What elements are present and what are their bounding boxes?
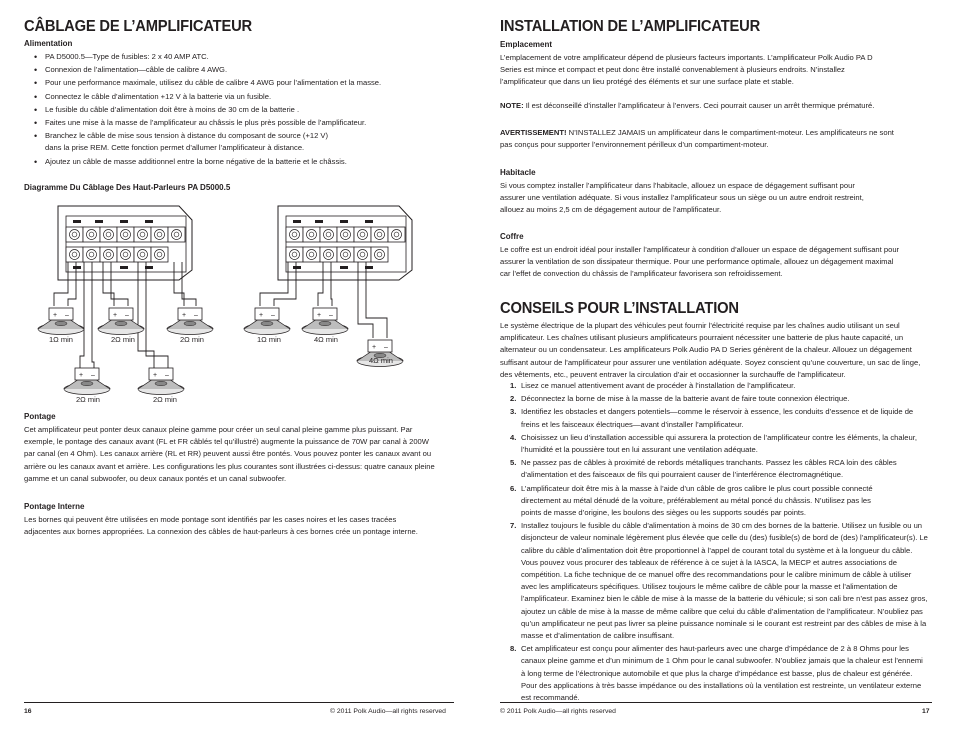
speaker-2ohm-d	[138, 368, 184, 395]
wiring-diagram: + – 1Ω min 2Ω min 2Ω min 2Ω min 2Ω min 1Ω min 4Ω min 4Ω min	[24, 196, 424, 408]
speaker-label: 4Ω min	[314, 335, 338, 344]
list-item: • Connectez le câble d’alimentation +12 V à la batterie via un fusible.	[32, 91, 432, 103]
list-item	[500, 483, 928, 520]
list-item	[500, 643, 928, 704]
warning-label: AVERTISSEMENT!	[500, 128, 567, 137]
copyright-right: © 2011 Polk Audio—all rights reserved	[500, 708, 616, 715]
coffre-heading: Coffre	[500, 232, 524, 241]
speaker-1ohm	[38, 308, 84, 335]
list-number: 8.	[510, 644, 517, 654]
note-label: NOTE:	[500, 101, 524, 110]
list-item	[500, 457, 928, 481]
list-number: 7.	[510, 521, 517, 531]
coffre-text: Le coffre est un endroit idéal pour installer l’amplificateur à condition d’allouer un espace de dégagement suffisant pour assurer la ventilation de son dissipateur thermique. Pour une performance optimale, allouez un dégagement maximal car l’effet de convection du châssis de l’amplificateur favorisera son refroidissement.	[500, 245, 900, 279]
list-item	[500, 432, 928, 456]
warning-text: N’INSTALLEZ JAMAIS un amplificateur dans le compartiment-moteur. Les amplificateurs ne sont pas conçus pour supporter l’environnement périlleux d’un compartiment-moteur.	[500, 128, 894, 150]
page-number-left: 16	[24, 708, 32, 715]
note-paragraph	[500, 100, 930, 112]
right-page-title: INSTALLATION DE L’AMPLIFICATEUR	[500, 18, 761, 35]
diagram-title: Diagramme Du Câblage Des Haut-Parleurs PA D5000.5	[24, 183, 231, 192]
list-text: L’amplificateur doit être mis à la masse à l’aide d’un câble de gros calibre le plus court possible connecté directement au métal dénudé de la voiture, préférablement au métal poncé du châssis. N’utilisez pas les points de masse d’origine, les boulons des sièges ou les supports soudés par points.	[521, 483, 873, 518]
list-number: 6.	[510, 483, 517, 493]
list-number: 5.	[510, 458, 517, 468]
list-text: Déconnectez la borne de mise à la masse de la batterie avant de faire toute connexion électrique.	[521, 394, 850, 404]
list-text: Identifiez les obstacles et dangers potentiels—comme le réservoir à essence, les conduits d’essence et de liquide de freins et les faisceaux électriques—avant d’installer l’amplificateur.	[521, 407, 914, 429]
speaker-label: 1Ω min	[49, 335, 73, 344]
alimentation-heading: Alimentation	[24, 39, 73, 48]
habitacle-heading: Habitacle	[500, 168, 536, 177]
list-item	[500, 406, 928, 430]
page-number-right: 17	[922, 708, 930, 715]
amplifier-left	[58, 206, 192, 280]
list-number: 2.	[510, 394, 517, 404]
pontage-interne-heading: Pontage Interne	[24, 502, 85, 511]
list-number: 4.	[510, 432, 517, 442]
amplifier-right	[278, 206, 412, 280]
speaker-1ohm-r	[244, 308, 290, 335]
footer-rule-right	[500, 702, 932, 703]
list-item: • Ajoutez un câble de masse additionnel entre la borne négative de la batterie et le châssis.	[32, 156, 432, 168]
speaker-label: 2Ω min	[153, 395, 177, 404]
note-text: Il est déconseillé d’installer l’amplificateur à l’envers. Ceci pourrait causer un arrêt thermique prématuré.	[523, 101, 875, 110]
conseils-title: CONSEILS POUR L’INSTALLATION	[500, 300, 739, 317]
list-number: 3.	[510, 407, 517, 417]
left-page-title: CÂBLAGE DE L’AMPLIFICATEUR	[24, 18, 253, 35]
list-item: • Pour une performance maximale, utilisez du câble de calibre 4 AWG pour l’alimentation et la masse.	[32, 77, 432, 89]
list-text: Ne passez pas de câbles à proximité de rebords métalliques tranchants. Passez les câbles RCA loin des câbles d’alimentation et des faisceaux de fils qui pourraient causer de l’interférence électromagnétique.	[521, 458, 897, 480]
pontage-interne-text: Les bornes qui peuvent être utilisées en mode pontage sont identifiés par les cases noires et les cases tracées adjacentes aux bornes appropriées. La connexion des câbles de haut-parleurs à ces bornes crée un pontage interne.	[24, 515, 418, 537]
list-item	[500, 393, 928, 405]
warning-paragraph	[500, 127, 895, 151]
speaker-label: 4Ω min	[369, 356, 393, 365]
habitacle-text: Si vous comptez installer l’amplificateur dans l’habitacle, allouez un espace de dégagement suffisant pour assurer une ventilation adéquate. Si vous installez l’amplificateur sous un siège ou un autre endroit restreint, allouez au moins 2,5 cm de dégagement autour de l’amplificateur.	[500, 181, 864, 215]
speaker-label: 2Ω min	[180, 335, 204, 344]
speaker-2ohm-a	[98, 308, 144, 335]
footer-rule-left	[24, 702, 454, 703]
alimentation-list	[32, 51, 432, 169]
pontage-heading: Pontage	[24, 412, 56, 421]
conseils-list	[500, 380, 928, 705]
list-text: Installez toujours le fusible du câble d’alimentation à moins de 30 cm des bornes de la batterie. Utilisez un fusible ou un disjoncteur de valeur nominale légèrement plus élevée que celle du (des) fusible(s) de bord de (des) l’amplificateur(s). Le calibre du câble d’alimentation doit être proportionnel à l’appel de courant total du système et à la longueur du câble. Vous pouvez vous procurer des tableaux de référence à ce sujet à la IASCA, la MECP et autres associations de compétition. La fiche technique de ce manuel offre des recommandations pour le calibre minimum de câble à utiliser avec les amplificateurs spécifiques. Utilisez toujours le même calibre de câble pour la masse et l’alimentation de l’amplificateur. Examinez bien le câble de mise à la masse de la batterie du véhicule; si son cali bre n’est pas assez gros, ajoutez un câble de mise à la masse de même calibre que celui du câble d’alimentation de l’amplificateur. N’oubliez pas qu’un amplificateur ne peut pas livrer sa pleine puissance nominale si le courant est restreint par des câbles de mise à la masse et d’alimentation de calibre insuffisant.	[521, 521, 928, 641]
list-number: 1.	[510, 381, 517, 390]
list-item: • PA D5000.5—Type de fusibles: 2 x 40 AMP ATC.	[32, 51, 432, 63]
list-text: Choisissez un lieu d’installation accessible qui assurera la protection de l’amplificateur contre les éléments, la chaleur, l’humidité et la poussière tout en lui assurant une ventilation adéquate.	[521, 432, 917, 455]
pontage-text: Cet amplificateur peut ponter deux canaux pleine gamme pour créer un seul canal pleine gamme plus puissant. Par exemple, le pontage des canaux avant (FL et FR câblés tel qu’illustré) augmente la puissance de 70W par canal à 200W par canal (en 4 Ohm). Les canaux arrière (RL et RR) peuvent aussi être pontés. Vous pouvez ponter les canaux avant ou arrière ou les canaux avant et arrière. Les configurations les plus courantes sont illustrées ci-dessus: quatre canaux pleine gamme et un canal subwoofer, ou deux canaux pontés et un canal subwoofer.	[24, 425, 435, 483]
emplacement-heading: Emplacement	[500, 40, 553, 49]
list-item: • Le fusible du câble d’alimentation doit être à moins de 30 cm de la batterie .	[32, 104, 432, 116]
speaker-label: 2Ω min	[76, 395, 100, 404]
list-item: • Branchez le câble de mise sous tension à distance du composant de source (+12 V) dans la prise REM. Cette fonction permet d’allumer l’amplificateur à distance.	[32, 130, 330, 154]
list-item	[500, 380, 928, 392]
list-text: Cet amplificateur est conçu pour alimenter des haut-parleurs avec une charge d’impédance de 2 à 8 Ohms pour les canaux pleine gamme et d’un minimum de 1 Ohm pour le canal subwoofer. N’oubliez jamais que la chaleur est l’ennemi à long terme de l’électronique automobile et que plus la charge d’impédance est basse, plus de chaleur est générée. Pour des applications à très basse impédance ou des installations où la ventilation est restreinte, un ventilateur externe est recommandé.	[521, 644, 923, 703]
list-text: Lisez ce manuel attentivement avant de procéder à l’installation de l’amplificateur.	[521, 381, 796, 390]
list-item: • Faites une mise à la masse de l’amplificateur au châssis le plus près possible de l’amplificateur.	[32, 117, 432, 129]
emplacement-text: L’emplacement de votre amplificateur dépend de plusieurs facteurs importants. L’amplificateur Polk Audio PA D Series est mince et compact et peut donc être installé convenablement à plusieurs endroits. N’installez l’amplificateur que dans un lieu protégé des éléments et sur une surface plate et stable.	[500, 53, 873, 87]
speaker-2ohm-b	[167, 308, 213, 335]
speaker-label: 2Ω min	[111, 335, 135, 344]
speaker-label: 1Ω min	[257, 335, 281, 344]
list-item	[500, 520, 928, 642]
conseils-intro: Le système électrique de la plupart des véhicules peut fournir l’électricité requise par les chaînes audio utilisant un seul amplificateur. Les chaînes utilisant plusieurs amplificateurs pourraient nécessiter une batterie de plus haute capacité, un alternateur ou un condensateur. Les amplificateurs Polk Audio PA D Series génèrent de la chaleur. Allouez un dégagement suffisant autour de l’amplificateur pour assurer une ventilation adéquate. Soyez conscient qu’une couverture, un sac de linge, des vêtements, etc., peuvent entraver la circulation d’air et occasionner la surchauffe de l’amplificateur.	[500, 321, 921, 379]
list-item: • Connexion de l’alimentation—câble de calibre 4 AWG.	[32, 64, 432, 76]
speaker-4ohm-a	[302, 308, 348, 335]
copyright-left: © 2011 Polk Audio—all rights reserved	[330, 708, 446, 715]
speaker-2ohm-c	[64, 368, 110, 395]
